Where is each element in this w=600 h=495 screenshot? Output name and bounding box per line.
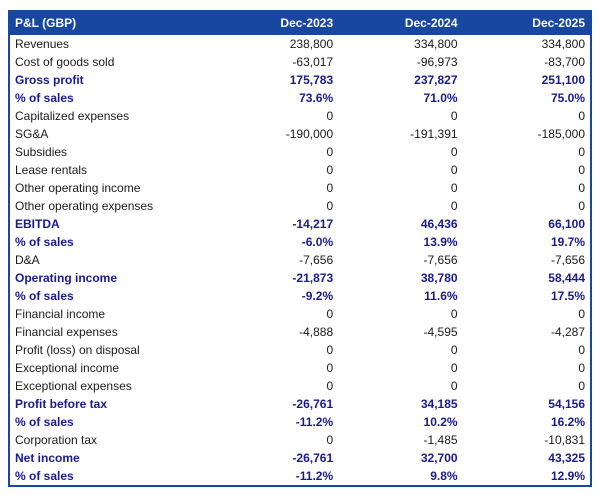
row-value: -4,595 [423, 325, 458, 339]
row-value: 334,800 [541, 37, 585, 51]
row-value: 0 [578, 109, 585, 123]
table-row [9, 467, 591, 486]
row-value: 0 [450, 163, 458, 177]
row-value: 17.5% [550, 289, 585, 303]
table-row [9, 89, 591, 107]
row-value: 237,827 [414, 73, 458, 87]
row-label: Corporation tax [15, 433, 98, 447]
row-value: -11.2% [295, 469, 334, 483]
row-value: 0 [450, 145, 458, 159]
row-label: Revenues [15, 37, 70, 51]
table-row [9, 431, 591, 449]
row-value: 0 [326, 361, 334, 375]
row-value: 0 [326, 379, 334, 393]
row-value: -185,000 [537, 127, 585, 141]
row-value: 175,783 [289, 73, 334, 87]
row-value: -7,656 [299, 253, 334, 267]
column-header-dec-2023: Dec-2023 [214, 11, 338, 35]
table-row [9, 449, 591, 467]
row-value: -190,000 [285, 127, 334, 141]
row-value: 38,780 [420, 271, 458, 285]
row-value: 0 [326, 181, 334, 195]
row-value: 0 [578, 181, 585, 195]
row-value: 0 [578, 199, 585, 213]
row-value: -1,485 [423, 433, 458, 447]
table-row [9, 359, 591, 377]
row-value: 43,325 [548, 451, 585, 465]
row-value: -4,287 [550, 325, 585, 339]
table-row [9, 413, 591, 431]
row-value: -26,761 [292, 397, 334, 411]
column-header-dec-2025: Dec-2025 [463, 11, 591, 35]
row-value: 12.9% [550, 469, 585, 483]
row-value: 11.6% [424, 289, 458, 303]
row-value: 0 [450, 307, 458, 321]
row-label: Financial expenses [15, 325, 118, 339]
row-value: -9.2% [301, 289, 334, 303]
row-label: EBITDA [15, 217, 60, 231]
row-value: 0 [326, 199, 334, 213]
header-row [9, 11, 591, 35]
row-value: 0 [450, 181, 458, 195]
row-label: % of sales [15, 289, 74, 303]
table-title: P&L (GBP) [9, 11, 214, 35]
row-value: -11.2% [295, 415, 334, 429]
row-label: Subsidies [15, 145, 68, 159]
row-label: % of sales [15, 469, 74, 483]
pnl-table-body [9, 35, 591, 486]
row-value: 0 [326, 163, 334, 177]
row-label: % of sales [15, 235, 74, 249]
row-value: 0 [450, 199, 458, 213]
row-value: -14,217 [292, 217, 334, 231]
row-value: 9.8% [430, 469, 458, 483]
row-value: 71.0% [423, 91, 458, 105]
table-row [9, 71, 591, 89]
row-value: 238,800 [289, 37, 334, 51]
row-value: 0 [450, 361, 458, 375]
pnl-table [8, 10, 592, 487]
row-label: Gross profit [15, 73, 84, 87]
row-value: 58,444 [548, 271, 585, 285]
table-row [9, 53, 591, 71]
table-row [9, 305, 591, 323]
row-value: 0 [450, 109, 458, 123]
row-value: 0 [326, 307, 334, 321]
row-label: Cost of goods sold [15, 55, 115, 69]
row-value: -96,973 [416, 55, 458, 69]
row-label: Other operating income [15, 181, 141, 195]
row-value: 0 [578, 145, 585, 159]
row-value: 0 [326, 145, 334, 159]
row-value: 0 [578, 163, 585, 177]
row-value: -191,391 [410, 127, 458, 141]
row-label: Operating income [15, 271, 118, 285]
table-row [9, 287, 591, 305]
table-row [9, 107, 591, 125]
row-value: 16.2% [550, 415, 585, 429]
row-value: -6.0% [301, 235, 334, 249]
row-value: 73.6% [299, 91, 334, 105]
row-value: -63,017 [292, 55, 334, 69]
row-value: 0 [326, 109, 334, 123]
table-row [9, 215, 591, 233]
column-header-dec-2024: Dec-2024 [338, 11, 462, 35]
row-value: 66,100 [548, 217, 585, 231]
table-row [9, 377, 591, 395]
row-value: -4,888 [299, 325, 334, 339]
row-value: 0 [450, 379, 458, 393]
row-value: 0 [578, 379, 585, 393]
table-row [9, 233, 591, 251]
row-label: % of sales [15, 91, 74, 105]
row-label: Exceptional expenses [15, 379, 132, 393]
row-value: 0 [326, 433, 334, 447]
row-value: -7,656 [550, 253, 585, 267]
pnl-table-header [9, 11, 591, 35]
row-label: % of sales [15, 415, 74, 429]
row-value: 34,185 [420, 397, 458, 411]
table-row [9, 197, 591, 215]
table-row [9, 179, 591, 197]
row-value: 19.7% [550, 235, 585, 249]
row-value: 0 [578, 361, 585, 375]
table-row [9, 35, 591, 53]
row-value: 75.0% [550, 91, 585, 105]
table-row [9, 143, 591, 161]
row-label: D&A [15, 253, 40, 267]
table-row [9, 323, 591, 341]
row-value: -21,873 [292, 271, 334, 285]
table-row [9, 341, 591, 359]
table-row [9, 251, 591, 269]
table-row [9, 395, 591, 413]
table-row [9, 125, 591, 143]
row-label: Financial income [15, 307, 106, 321]
row-label: Profit before tax [15, 397, 108, 411]
row-value: 13.9% [423, 235, 458, 249]
row-value: -26,761 [292, 451, 334, 465]
row-label: Other operating expenses [15, 199, 154, 213]
row-value: 0 [450, 343, 458, 357]
row-value: 10.2% [423, 415, 458, 429]
row-value: 334,800 [414, 37, 458, 51]
row-value: 46,436 [420, 217, 458, 231]
row-value: -83,700 [544, 55, 585, 69]
row-label: SG&A [15, 127, 49, 141]
row-label: Lease rentals [15, 163, 88, 177]
table-row [9, 161, 591, 179]
row-value: 251,100 [541, 73, 585, 87]
row-value: 0 [578, 307, 585, 321]
row-label: Profit (loss) on disposal [15, 343, 140, 357]
row-value: 54,156 [548, 397, 585, 411]
row-label: Exceptional income [15, 361, 120, 375]
row-label: Capitalized expenses [15, 109, 130, 123]
row-value: -10,831 [544, 433, 585, 447]
row-value: -7,656 [423, 253, 458, 267]
row-value: 32,700 [420, 451, 458, 465]
table-row [9, 269, 591, 287]
row-label: Net income [15, 451, 80, 465]
row-value: 0 [578, 343, 585, 357]
row-value: 0 [326, 343, 334, 357]
